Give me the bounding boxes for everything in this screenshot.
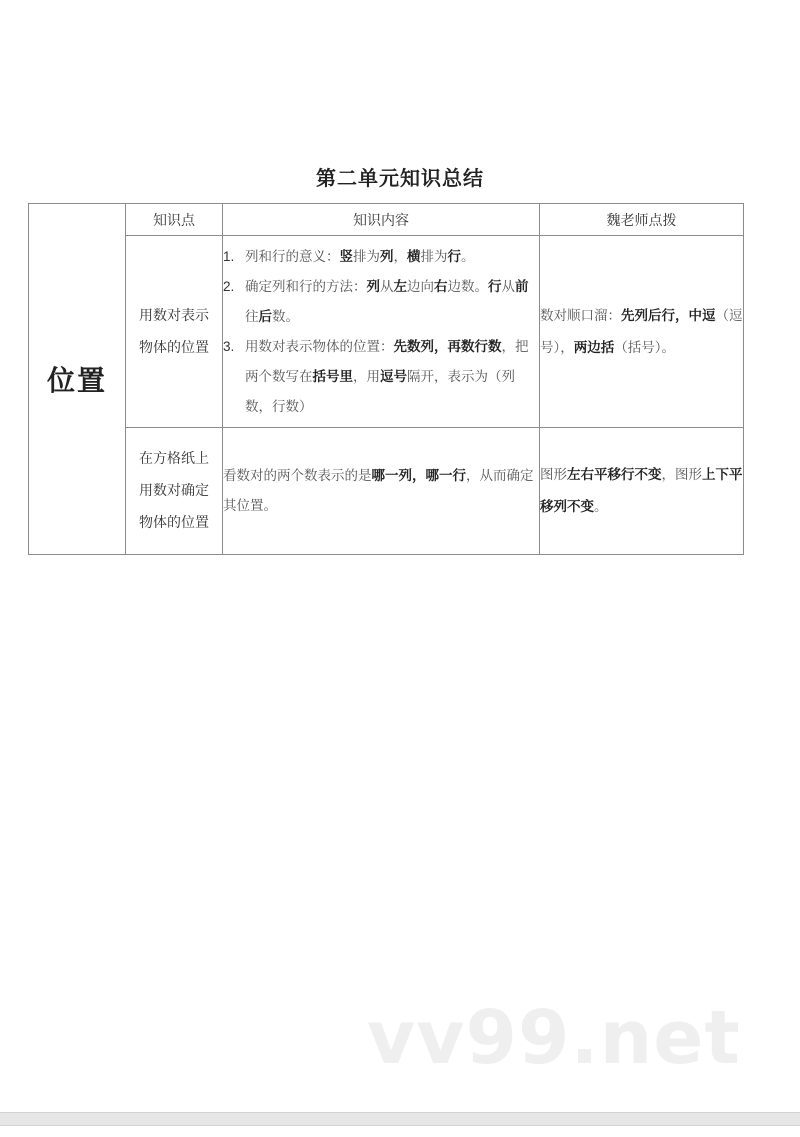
plain-text: 数。 bbox=[272, 308, 299, 325]
emphasis-text: 行 bbox=[447, 248, 461, 265]
knowledge-point-line: 物体的位置 bbox=[139, 339, 209, 356]
teacher-tip-text bbox=[540, 467, 743, 515]
plain-text: 确定列和行的方法： bbox=[245, 278, 367, 295]
emphasis-text: 左右平移行不变 bbox=[567, 467, 662, 483]
emphasis-text: 左 bbox=[393, 278, 407, 295]
plain-text: 从 bbox=[501, 278, 515, 295]
content-cell bbox=[223, 236, 540, 428]
emphasis-text: 竖 bbox=[339, 248, 353, 265]
plain-text: ，用 bbox=[353, 368, 380, 385]
plain-text: 图形 bbox=[540, 467, 567, 483]
knowledge-point-line: 用数对表示 bbox=[139, 307, 209, 324]
plain-text: ，从而确定其位置。 bbox=[223, 468, 534, 514]
plain-text: （括号）。 bbox=[614, 339, 675, 356]
plain-text: ，图形 bbox=[661, 467, 702, 483]
emphasis-text: 两边括 bbox=[573, 339, 615, 356]
emphasis-text: 哪一列，哪一行 bbox=[371, 468, 466, 484]
knowledge-point-line: 物体的位置 bbox=[139, 515, 209, 531]
list-text bbox=[245, 332, 539, 422]
knowledge-point-cell bbox=[126, 428, 223, 555]
plain-text: 边数。 bbox=[447, 278, 488, 295]
plain-text: 隔开，表示为（列数，行数） bbox=[245, 368, 515, 415]
topic-cell: 位置 bbox=[29, 204, 126, 555]
plain-text: 用数对表示物体的位置： bbox=[245, 338, 394, 355]
content-list bbox=[223, 242, 539, 422]
teacher-tip-text bbox=[540, 308, 743, 356]
plain-text: 。 bbox=[461, 248, 475, 265]
table-row bbox=[29, 236, 744, 428]
plain-text: 从 bbox=[380, 278, 394, 295]
list-text bbox=[245, 272, 539, 332]
emphasis-text: 逗号 bbox=[380, 368, 407, 385]
knowledge-summary-table bbox=[28, 203, 744, 555]
emphasis-text: 先数列，再数行数 bbox=[393, 338, 502, 355]
plain-text: ，把两个数写在 bbox=[245, 338, 529, 385]
plain-text: 边向 bbox=[407, 278, 434, 295]
list-item bbox=[223, 332, 539, 422]
content-cell bbox=[223, 428, 540, 555]
plain-text: 往 bbox=[245, 308, 259, 325]
plain-text: 数对顺口溜： bbox=[540, 307, 621, 324]
page-bottom-edge bbox=[0, 1112, 800, 1126]
plain-text: 。 bbox=[594, 499, 608, 515]
list-number: 1. bbox=[223, 248, 235, 264]
plain-text: ， bbox=[393, 248, 407, 265]
emphasis-text: 行 bbox=[488, 278, 502, 295]
emphasis-text: 横 bbox=[407, 248, 421, 265]
emphasis-text: 列 bbox=[380, 248, 394, 265]
knowledge-point-line: 用数对确定 bbox=[139, 483, 209, 499]
list-number: 2. bbox=[223, 278, 235, 294]
plain-text: （逗号）， bbox=[540, 307, 743, 356]
plain-text: 排为 bbox=[420, 248, 448, 265]
plain-text: 排为 bbox=[353, 248, 380, 265]
emphasis-text: 前 bbox=[515, 278, 529, 295]
emphasis-text: 上下平移列不变 bbox=[540, 467, 743, 515]
plain-text: 列和行的意义： bbox=[245, 248, 340, 265]
content-text bbox=[223, 468, 534, 514]
emphasis-text: 右 bbox=[434, 278, 448, 295]
list-item bbox=[223, 242, 539, 272]
list-item bbox=[223, 272, 539, 332]
teacher-tip-cell bbox=[540, 428, 744, 555]
list-text bbox=[245, 242, 539, 272]
emphasis-text: 后 bbox=[258, 308, 272, 325]
table-row bbox=[29, 428, 744, 555]
knowledge-point-line: 在方格纸上 bbox=[139, 451, 209, 467]
list-number: 3. bbox=[223, 338, 235, 354]
header-teacher-tip: 魏老师点拨 bbox=[540, 204, 744, 236]
teacher-tip-cell bbox=[540, 236, 744, 428]
header-content: 知识内容 bbox=[223, 204, 540, 236]
knowledge-point-cell bbox=[126, 236, 223, 428]
plain-text: 看数对的两个数表示的是 bbox=[223, 468, 372, 484]
header-knowledge-point: 知识点 bbox=[126, 204, 223, 236]
page-title: 第二单元知识总结 bbox=[316, 166, 484, 190]
emphasis-text: 括号里 bbox=[312, 368, 353, 385]
emphasis-text: 列 bbox=[366, 278, 380, 295]
emphasis-text: 先列后行，中逗 bbox=[621, 307, 716, 324]
header-row bbox=[29, 204, 744, 236]
watermark: vv99.net bbox=[367, 995, 741, 1081]
